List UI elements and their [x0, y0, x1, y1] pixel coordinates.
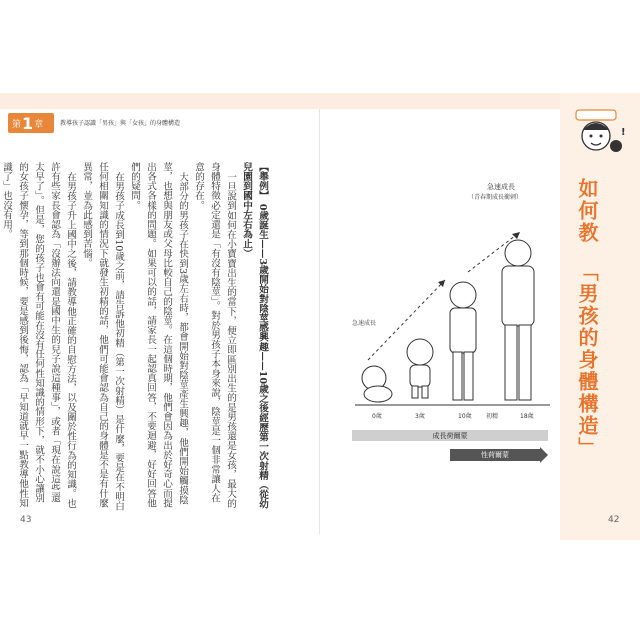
- chapter-number: 1: [22, 113, 34, 133]
- side-title: [576, 178, 598, 459]
- side-title-line-2: 「男孩的身體構造」: [575, 260, 599, 459]
- page-number-left: 43: [20, 515, 32, 525]
- page-number-right: 42: [608, 515, 620, 525]
- growth-spurt-label-2: 急速成長: [487, 183, 515, 191]
- growth-hormone-bar: [352, 430, 548, 441]
- teen-18-figure: [502, 240, 534, 400]
- growth-spurt-label-1: 急速成長: [352, 320, 377, 327]
- body-paragraph-3: 在男孩子成長到10歲之前，請告訴他初精（第一次射精）是什麼，要是在不明白任何相關知識的情況下就發生初精的話，他們可能會認為自己的身體是不是有什麼異常，並為此感到苦惱。: [81, 162, 124, 511]
- age-label-10: 10歲: [458, 413, 472, 420]
- age-label-18: 18歲: [520, 413, 534, 420]
- chapter-badge: [8, 113, 54, 133]
- growth-hormone-label: 成長荷爾蒙: [432, 431, 468, 440]
- page-gutter: [319, 109, 320, 534]
- sex-hormone-bar: [450, 449, 540, 461]
- age-label-3: 3歲: [415, 413, 425, 420]
- age-label-0: 0歲: [372, 413, 382, 420]
- boy-10-figure: [450, 282, 476, 400]
- example-paragraph: 【舉例】 0歲誕生——3歲開始對陰莖感興趣——10歲之後經歷第一次射精（從幼兒園到國中左右為止）: [241, 162, 268, 509]
- svg-text:!: !: [621, 127, 626, 138]
- top-band: [0, 93, 640, 109]
- sex-hormone-label: 性荷爾蒙: [481, 451, 509, 459]
- body-paragraph-2: 大部分的男孩子在快到3歲左右時，都會開始對陰莖產生興趣，他們開始觸摸陰莖，也想與朋友或父母比較自己的陰莖。在這個時期，他們會因為出於好奇心而提出各式各樣的問題。如果可以的話，請家長一起認真回答，不要迴避，好好回答他們的疑問。: [129, 162, 188, 508]
- body-paragraph-1: 一旦說到如何在小寶寶出生的當下，便立即區別出生的是男孩還是女孩，最大的身體特徵必定還是「有沒有陰莖」。對於男孩子本身來說，陰莖是一個非常讓人在意的存在。: [193, 162, 236, 508]
- mascot-boy-icon: [568, 102, 628, 162]
- chapter-badge-suffix: 章: [34, 119, 44, 130]
- baby-figure: [362, 366, 392, 402]
- side-title-line-1: 如何教: [575, 178, 599, 244]
- age-label-first-ejaculation: 初精: [486, 413, 499, 420]
- body-paragraph-4: 在男孩子升上國中之後，請教導他正確的自慰方法，以及關於性行為的知識。也許有些家長會認為「沒辦法向還是國中生的兒子說這種事」，或者「現在說這些還太早了」。但是，您的孩子也會有可能在沒有任何性知識的情形下，就不小心讓別的女孩子懷孕，等到那個時候，要是感到後悔，認為「早知道就早一點教導他性知識了」也沒有用。: [1, 162, 76, 508]
- growth-spurt-sub-label: （青春期成長衝刺）: [468, 194, 523, 201]
- growth-illustration: [340, 160, 560, 470]
- body-text: [1, 162, 270, 512]
- toddler-figure: [407, 339, 433, 398]
- chapter-title: 教導孩子認識「男孩」與「女孩」的身體構造: [60, 120, 181, 127]
- chapter-badge-prefix: 第: [12, 119, 22, 130]
